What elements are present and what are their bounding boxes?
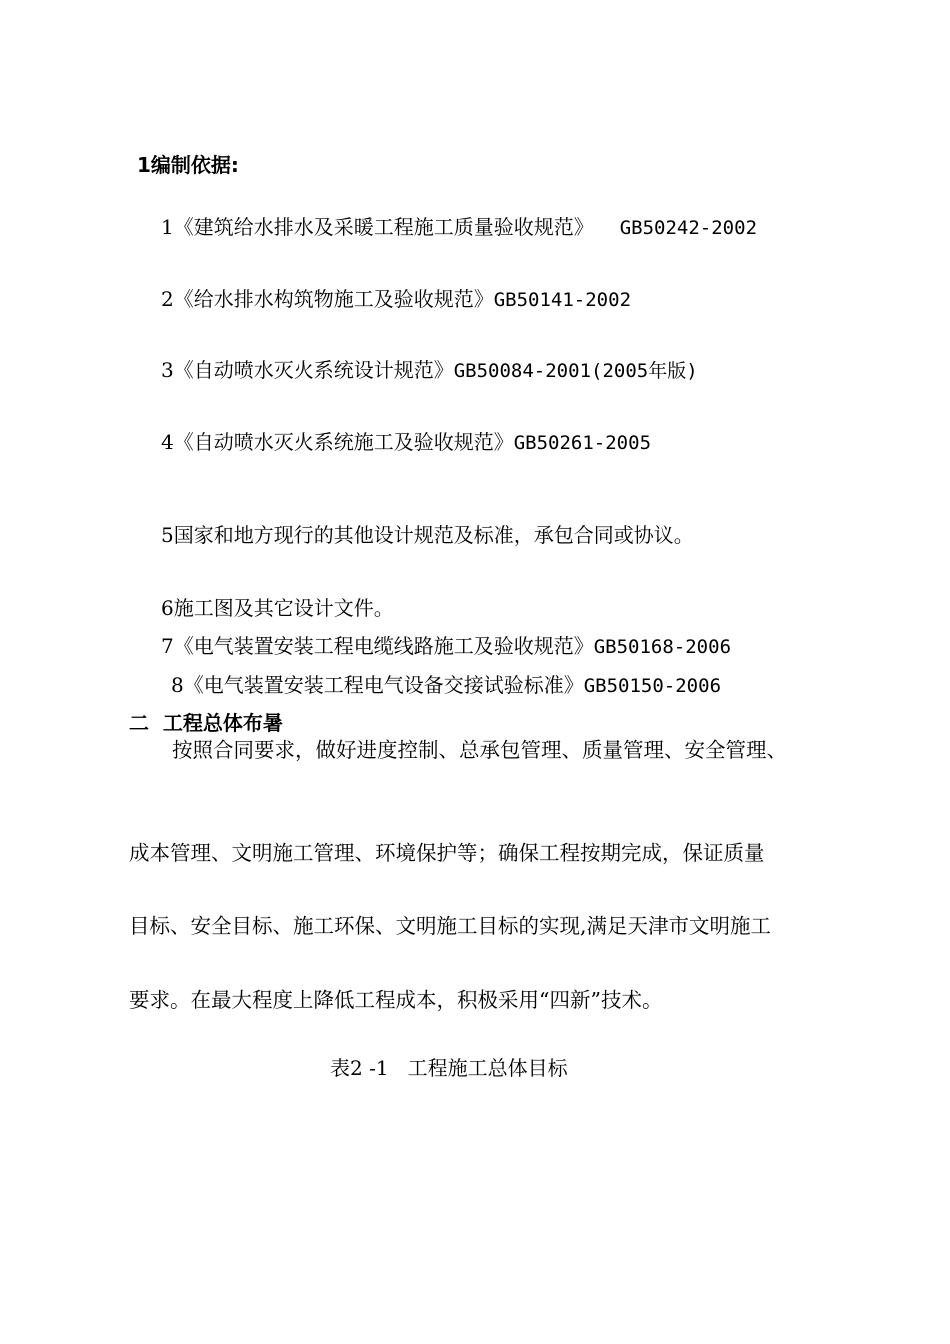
reference-item-8: [171, 673, 721, 698]
paragraph-line-3: 目标、安全目标、施工环保、文明施工目标的实现,满足天津市文明施工: [129, 914, 772, 938]
reference-title: 1《建筑给水排水及采暖工程施工质量验收规范》: [161, 215, 594, 239]
paragraph-line-2: 成本管理、文明施工管理、环境保护等；确保工程按期完成，保证质量: [129, 841, 765, 865]
reference-code: GB50242-2002: [619, 217, 758, 239]
reference-code: GB50168-2006: [593, 636, 732, 658]
reference-item-1: [161, 215, 757, 240]
reference-item-7: [161, 634, 731, 659]
reference-code: GB50261-2005: [513, 432, 652, 454]
reference-title: 7《电气装置安装工程电缆线路施工及验收规范》: [161, 634, 594, 658]
section2-heading: 二 工程总体布暑: [129, 711, 283, 735]
table-caption: 表2 -1 工程施工总体目标: [330, 1056, 568, 1080]
reference-title: 4《自动喷水灭火系统施工及验收规范》: [161, 430, 514, 454]
reference-title: 8《电气装置安装工程电气设备交接试验标准》: [171, 673, 584, 697]
paragraph-line-1: 按照合同要求，做好进度控制、总承包管理、质量管理、安全管理、: [172, 738, 787, 762]
reference-item-3: [161, 358, 698, 383]
reference-title: 3《自动喷水灭火系统设计规范》: [161, 358, 454, 382]
paragraph-line-4: 要求。在最大程度上降低工程成本，积极采用“四新”技术。: [129, 988, 663, 1012]
reference-item-5: 5国家和地方现行的其他设计规范及标准，承包合同或协议。: [161, 523, 694, 547]
section1-heading: 1编制依据:: [137, 153, 239, 177]
reference-item-2: [161, 287, 631, 312]
reference-code: GB50084-2001(2005年版): [453, 360, 698, 382]
reference-item-4: [161, 430, 651, 455]
reference-code: GB50150-2006: [583, 675, 722, 697]
reference-item-6: 6施工图及其它设计文件。: [161, 596, 394, 620]
reference-title: 2《给水排水构筑物施工及验收规范》: [161, 287, 494, 311]
reference-code: GB50141-2002: [493, 289, 632, 311]
